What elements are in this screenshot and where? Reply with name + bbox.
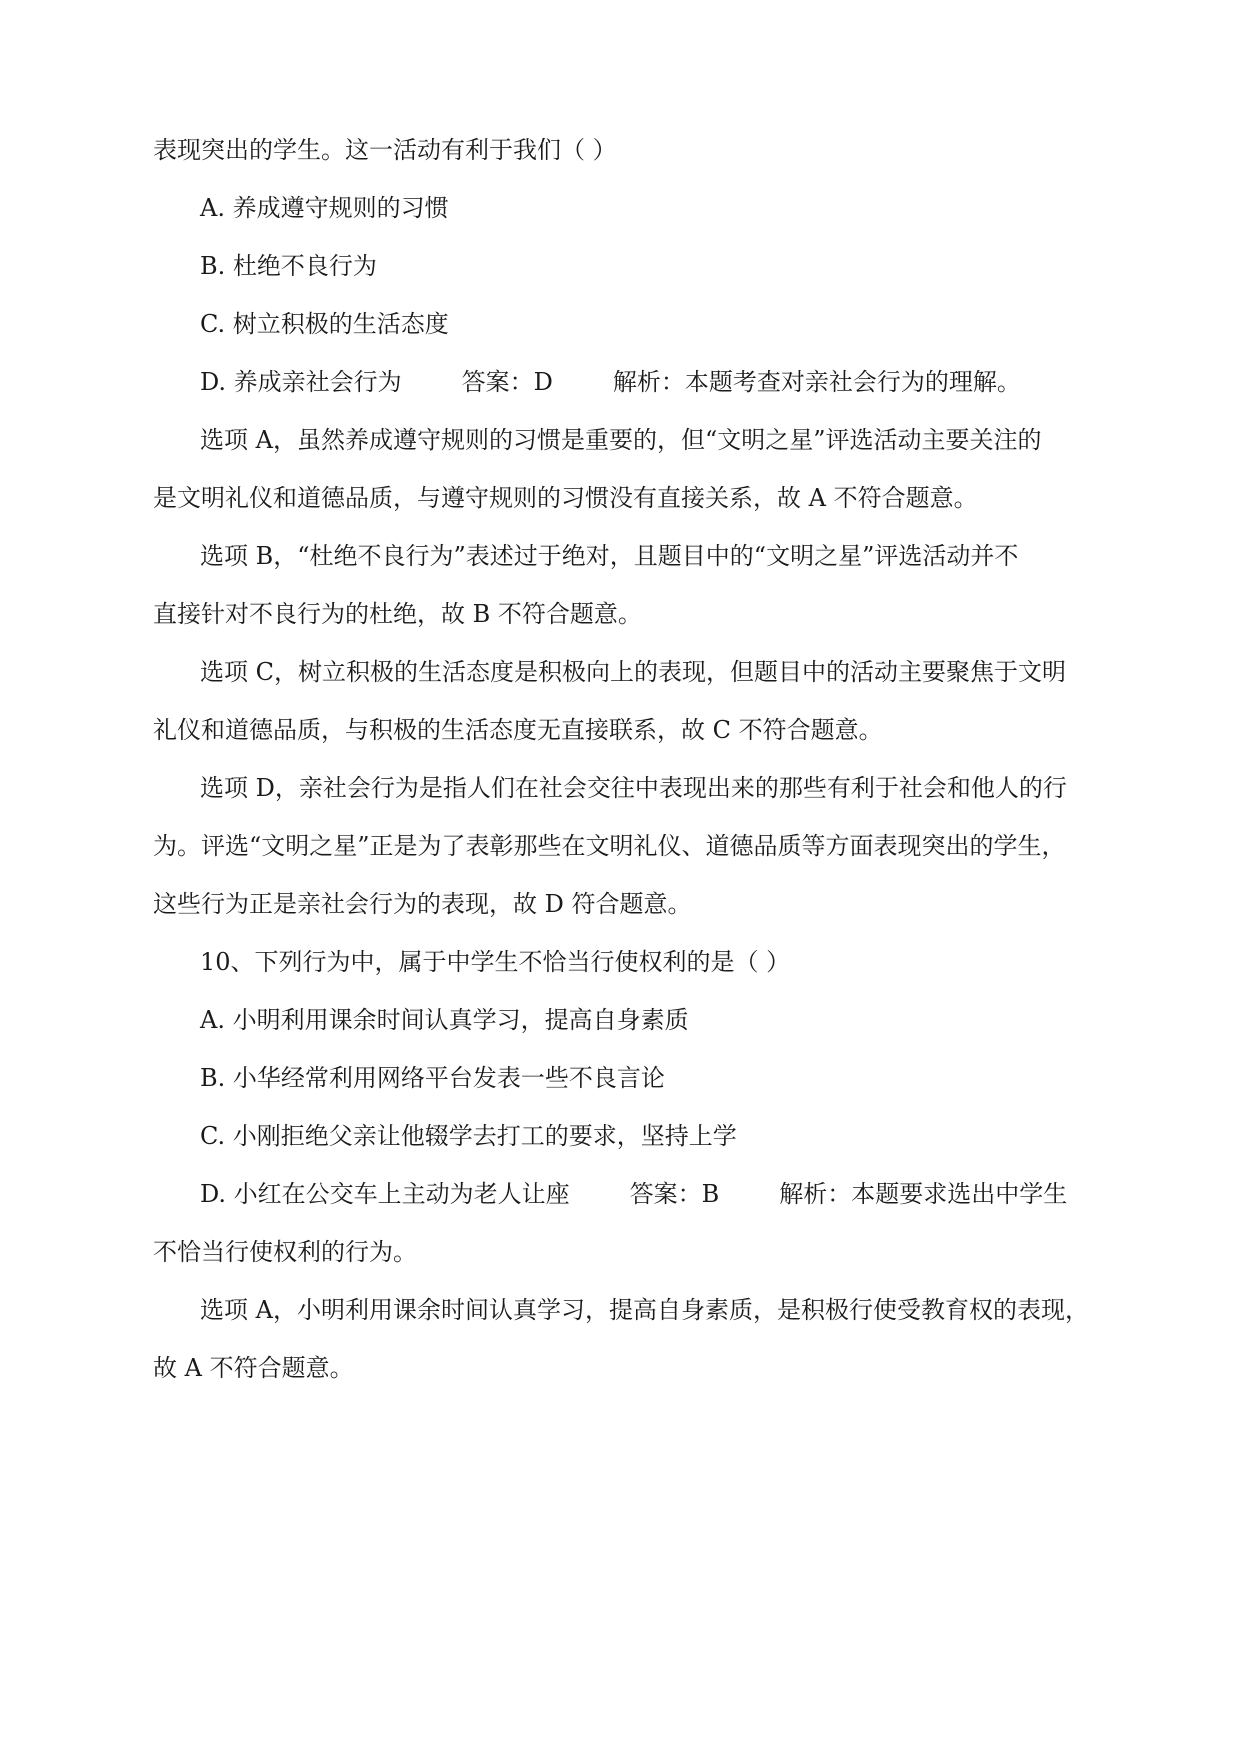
q9-answer: 答案：D [461, 368, 553, 396]
q9-analysis-d-line1: 选项 D，亲社会行为是指人们在社会交往中表现出来的那些有利于社会和他人的行 [200, 774, 1067, 802]
q10-option-d-row [200, 1178, 1067, 1210]
q9-option-a: A. 养成遵守规则的习惯 [200, 194, 449, 222]
q9-stem-tail: 表现突出的学生。这一活动有利于我们（ ） [153, 136, 617, 164]
q9-analysis-a-line1: 选项 A，虽然养成遵守规则的习惯是重要的，但“文明之星”评选活动主要关注的 [200, 426, 1042, 454]
q10-analysis-a-line1: 选项 A，小明利用课余时间认真学习，提高自身素质，是积极行使受教育权的表现， [200, 1296, 1089, 1324]
q9-analysis-b-line2: 直接针对不良行为的杜绝，故 B 不符合题意。 [153, 600, 642, 628]
q10-option-b: B. 小华经常利用网络平台发表一些不良言论 [200, 1064, 665, 1092]
q9-option-b: B. 杜绝不良行为 [200, 252, 377, 280]
q9-analysis-d-line3: 这些行为正是亲社会行为的表现，故 D 符合题意。 [153, 890, 692, 918]
q9-analysis-c-line2: 礼仪和道德品质，与积极的生活态度无直接联系，故 C 不符合题意。 [153, 716, 883, 744]
q10-analysis-intro-line2: 不恰当行使权利的行为。 [153, 1238, 417, 1266]
q9-option-c: C. 树立积极的生活态度 [200, 310, 449, 338]
q10-option-a: A. 小明利用课余时间认真学习，提高自身素质 [200, 1006, 689, 1034]
q9-analysis-intro: 解析：本题考查对亲社会行为的理解。 [612, 368, 1021, 396]
q10-option-d: D. 小红在公交车上主动为老人让座 [200, 1180, 570, 1208]
q10-analysis-a-line2: 故 A 不符合题意。 [153, 1354, 354, 1382]
q9-option-d: D. 养成亲社会行为 [200, 368, 402, 396]
q9-analysis-a-line2: 是文明礼仪和道德品质，与遵守规则的习惯没有直接关系，故 A 不符合题意。 [153, 484, 978, 512]
q9-option-d-row [200, 366, 1021, 398]
q9-analysis-d-line2: 为。评选“文明之星”正是为了表彰那些在文明礼仪、道德品质等方面表现突出的学生， [153, 832, 1066, 860]
q10-analysis-intro: 解析：本题要求选出中学生 [779, 1180, 1068, 1208]
q10-answer: 答案：B [629, 1180, 720, 1208]
q10-option-c: C. 小刚拒绝父亲让他辍学去打工的要求，坚持上学 [200, 1122, 737, 1150]
q9-analysis-c-line1: 选项 C，树立积极的生活态度是积极向上的表现，但题目中的活动主要聚焦于文明 [200, 658, 1066, 686]
q10-stem: 10、下列行为中，属于中学生不恰当行使权利的是（ ） [200, 948, 791, 976]
q9-analysis-b-line1: 选项 B，“杜绝不良行为”表述过于绝对，且题目中的“文明之星”评选活动并不 [200, 542, 1019, 570]
